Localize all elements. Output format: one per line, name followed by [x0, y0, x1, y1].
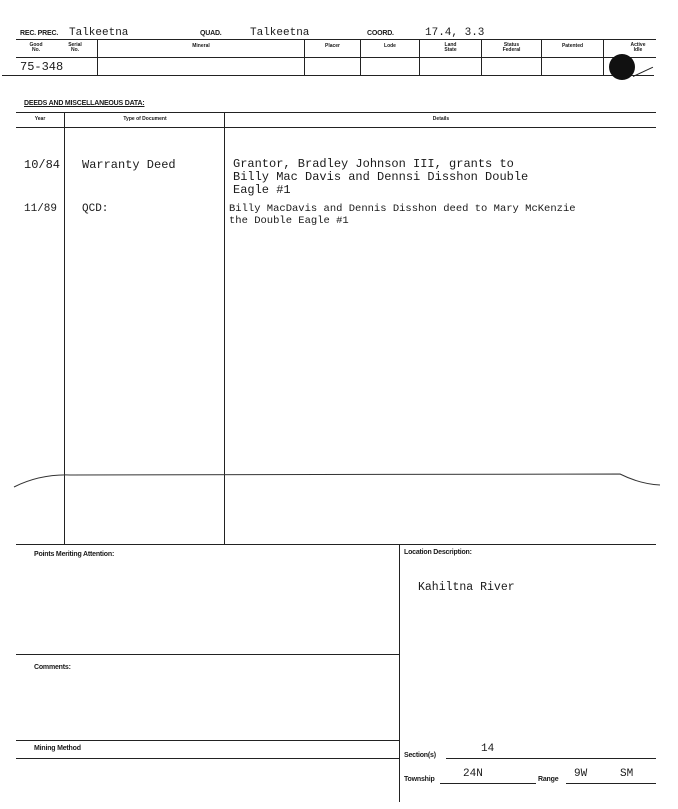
mining-method-label: Mining Method — [34, 745, 81, 752]
range-value: 9W — [574, 768, 588, 780]
deed-details — [233, 158, 528, 197]
township-label: Township — [404, 776, 435, 783]
col-active-idle: Active Idle — [630, 42, 646, 53]
deed-year: 11/89 — [24, 203, 58, 215]
col-lode: Lode — [384, 42, 396, 49]
location-value: Kahiltna River — [418, 581, 515, 594]
col-land-state: Land State — [444, 42, 457, 53]
deed-details — [229, 203, 576, 227]
deed-detail-line: the Double Eagle #1 — [229, 215, 349, 227]
col-status-federal: Status Federal — [502, 42, 521, 53]
coord-value: 17.4, 3.3 — [425, 27, 485, 39]
coord-label: COORD. — [367, 30, 394, 37]
points-meriting-label: Points Meriting Attention: — [34, 551, 115, 558]
deed-detail-line: Grantor, Bradley Johnson III, grants to — [233, 157, 514, 171]
good-no-value: 75-348 — [20, 60, 64, 74]
section-value: 14 — [481, 743, 495, 755]
col-good-no: Good No. — [29, 42, 43, 53]
section-label: Section(s) — [404, 752, 436, 759]
deeds-col-year: Year — [34, 116, 46, 122]
quad-value: Talkeetna — [250, 27, 310, 39]
page-fold-line — [0, 462, 678, 502]
deeds-section-title: DEEDS AND MISCELLANEOUS DATA: — [24, 100, 145, 107]
col-patented: Patented — [561, 42, 584, 49]
quad-label: QUAD. — [200, 30, 222, 37]
location-description-label: Location Description: — [404, 549, 472, 556]
deed-year: 10/84 — [24, 158, 61, 172]
deed-detail-line: Billy MacDavis and Dennis Disshon deed to Mary McKenzie — [229, 203, 576, 215]
col-serial-no: Serial No. — [68, 42, 82, 53]
township-value: 24N — [463, 768, 483, 780]
deed-detail-line: Billy Mac Davis and Dennsi Disshon Double — [233, 170, 529, 184]
deeds-col-type: Type of Document — [123, 116, 167, 122]
rec-prec-value: Talkeetna — [69, 27, 129, 39]
deed-type: Warranty Deed — [82, 158, 176, 172]
deeds-col-details: Details — [432, 116, 450, 122]
active-dot — [609, 54, 635, 80]
deed-type: QCD: — [82, 203, 109, 215]
deed-detail-line: Eagle #1 — [233, 183, 291, 197]
range-label: Range — [538, 776, 559, 783]
col-mineral: Mineral — [192, 42, 210, 49]
meridian-value: SM — [620, 768, 634, 780]
rec-prec-label: REC. PREC. — [20, 30, 59, 37]
col-placer: Placer — [324, 42, 340, 49]
comments-label: Comments: — [34, 664, 71, 671]
